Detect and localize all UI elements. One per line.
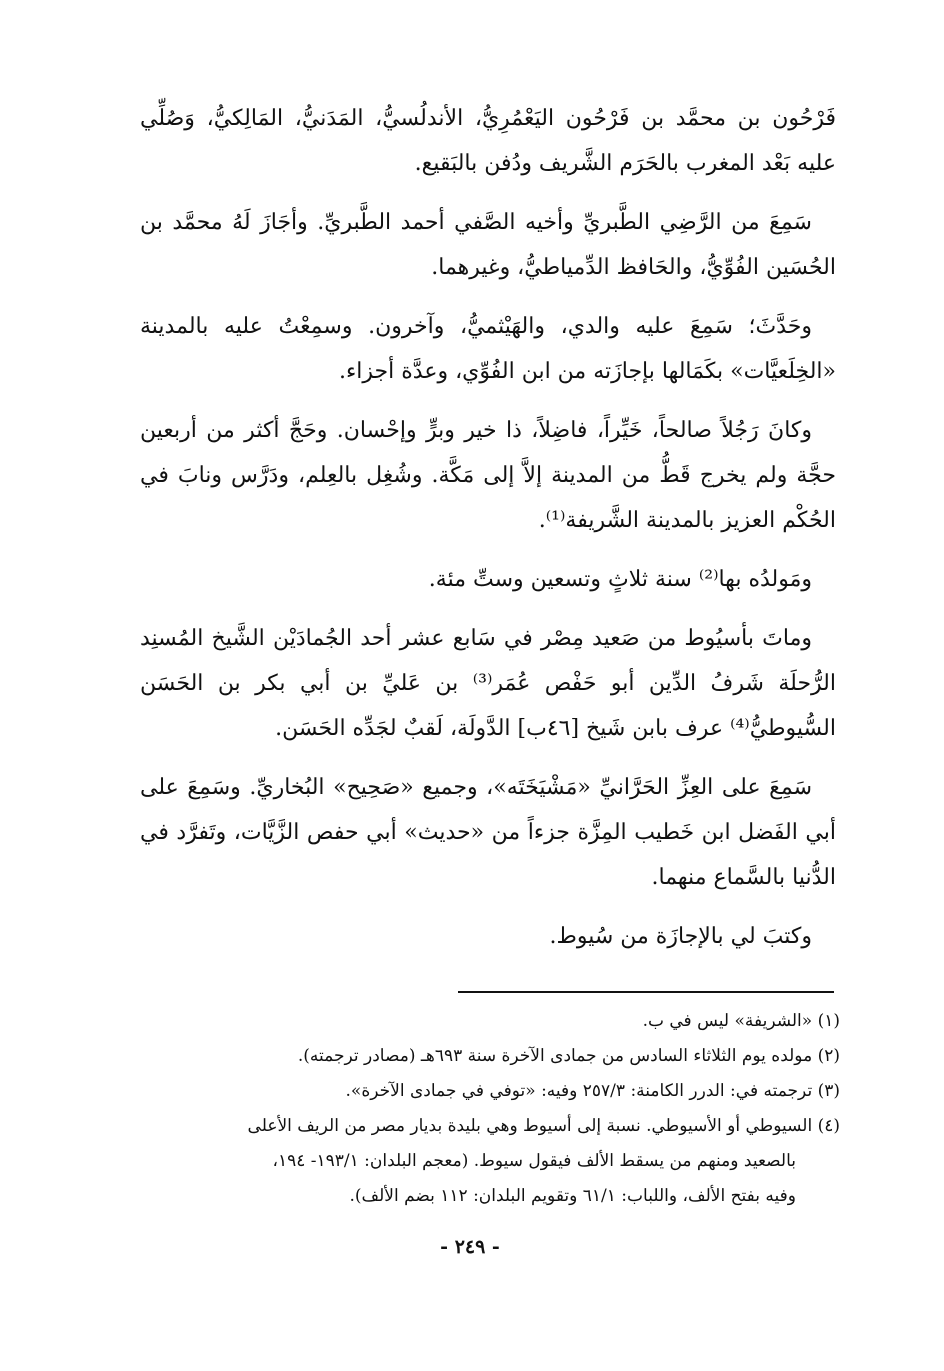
paragraph-6: وماتَ بأسيُوط من صَعيد مِصْر في سَابع عشر أحد الجُمادَيْن الشَّيخ المُسنِد الرُّحلَة شَرفُ الدِّين أبو حَفْص عُمَر⁽³⁾ بن عَليِّ بن أبي بكر بن الحَسَن السُّيوطيُّ⁽⁴⁾ عرف بابن شَيخ [٤٦ب] الدَّولَة، لَقبٌ لجَدِّه الحَسَن. (140, 626, 836, 741)
page-number: - ٢٤٩ - (440, 1236, 500, 1258)
footnote-2: (٢) مولده يوم الثلاثاء السادس من جمادى الآخرة سنة ٦٩٣هـ (مصادر ترجمته). (297, 1046, 840, 1066)
paragraph-8: وكتبَ لي بالإجازَة من سُيوط. (549, 924, 812, 949)
footnote-4-line-3: وفيه بفتح الألف، واللباب: ٦١/١ وتقويم البلدان: ١١٢ بضم الألف). (349, 1186, 796, 1206)
paragraph-5: ومَولدُه بها⁽²⁾ سنة ثلاثٍ وتسعين وستِّ مئة. (428, 567, 812, 592)
footnotes (140, 1004, 840, 1214)
footnote-divider (458, 991, 834, 993)
paragraph-2: سَمِعَ من الرَّضِي الطَّبريِّ وأخيه الصَّفي أحمد الطَّبريِّ. وأجَازَ لَهُ محمَّد بن الحُسَين الفُوِّيُّ، والحَافظ الدِّمياطيُّ، وغيرهما. (140, 210, 836, 280)
paragraph-3: وحَدَّثَ؛ سَمِعَ عليه والدي، والهَيْثميُّ، وآخرون. وسمِعْتُ عليه بالمدينة «الخِلَعيَّات» بكَمَالها بإجازَته من ابن الفُوِّي، وعدَّة أجزاء. (140, 314, 836, 384)
paragraph-4: وكانَ رَجُلاً صالحاً، خَيِّراً، فاضِلاً، ذا خير وبرٍّ وإحْسان. وحَجَّ أكثر من أربعين حجَّة ولم يخرج قَطُّ من المدينة إلاَّ إلى مَكَّة. وشُغِل بالعِلم، ودَرَّس ونابَ في الحُكْم العزيز بالمدينة الشَّريفة⁽¹⁾. (140, 418, 836, 533)
footnote-4-line-2: بالصعيد ومنهم من يسقط الألف فيقول سيوط. (معجم البلدان: ١٩٣/١- ١٩٤، (272, 1151, 796, 1171)
paragraph-1: فَرْحُون بن محمَّد بن فَرْحُون اليَعْمُرِيُّ، الأندلُسيُّ، المَدَنيُّ، المَالِكيُّ، وَصُلِّي عليه بَعْد المغرب بالحَرَم الشَّريف ودُفن بالبَقيع. (140, 106, 836, 176)
footnote-4-line-1: (٤) السيوطي أو الأسيوطي. نسبة إلى أسيوط وهي بليدة بديار مصر من الريف الأعلى (247, 1116, 840, 1136)
footnote-1: (١) «الشريفة» ليس في ب. (642, 1011, 840, 1031)
main-text (140, 96, 836, 973)
footnote-3: (٣) ترجمته في: الدرر الكامنة: ٢٥٧/٣ وفيه: «توفي في جمادى الآخرة». (345, 1081, 840, 1101)
paragraph-7: سَمِعَ على العِزِّ الحَرَّانيِّ «مَشْيَخَتَه»، وجميع «صَحِيح» البُخاريِّ. وسَمِعَ على أبي الفَضل ابن خَطيب المِزَّة جزءاً من «حديث» أبي حفص الزَّيَّات، وتَفرَّد في الدُّنيا بالسَّماع منهما. (140, 775, 836, 890)
